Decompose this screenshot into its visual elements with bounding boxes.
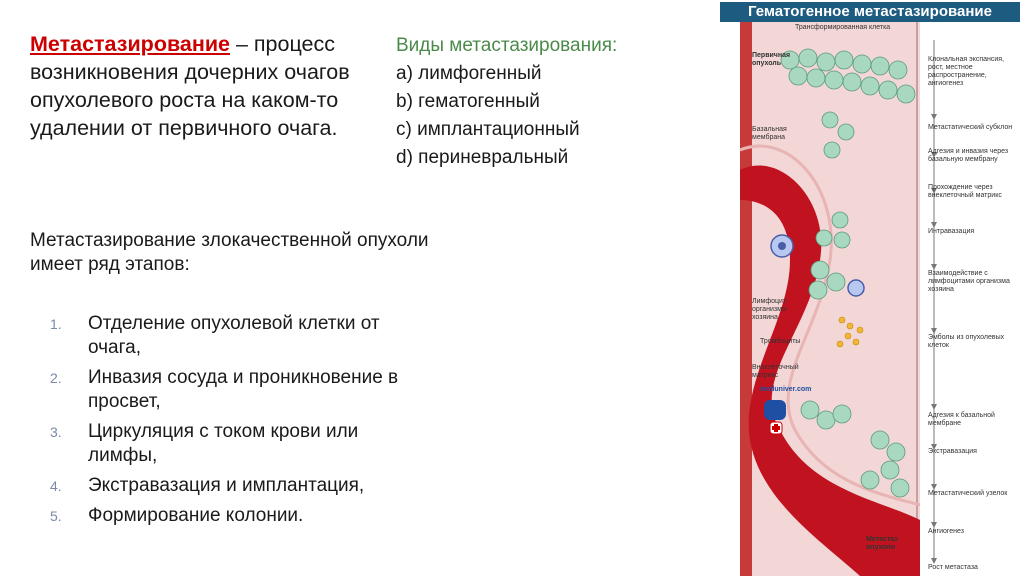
label-platelets: Тромбоциты [760, 338, 801, 345]
list-item [50, 504, 430, 528]
metastasis-types [396, 32, 617, 172]
step-label: Рост метастаза [928, 564, 978, 571]
list-text: Циркуляция с током крови или лимфы, [88, 421, 359, 466]
step-label: Метастатический субклон [928, 124, 1013, 131]
list-item [50, 312, 430, 360]
definition-term: Метастазирование [30, 32, 230, 56]
list-item [50, 366, 430, 414]
list-number: 4. [50, 478, 62, 494]
label-metastasis: Метастаз опухоли [866, 536, 898, 551]
list-item [50, 420, 430, 468]
watermark: meduniver.com [760, 386, 812, 393]
type-item: d) периневральный [396, 147, 569, 168]
step-label: Метастатический узелок [928, 490, 1008, 497]
list-text: Отделение опухолевой клетки от очага, [88, 313, 380, 358]
step-label: Экстравазация [928, 448, 977, 455]
label-primary-tumor: Первичная опухоль [752, 52, 791, 67]
step-label: Адгезия и инвазия через базальную мембрану [928, 148, 1009, 163]
label-extracellular-matrix: Внеклеточный матрикс [752, 364, 799, 379]
type-item: c) имплантационный [396, 119, 580, 140]
list-number: 3. [50, 424, 62, 440]
definition-text: – процесс возникновения дочерних очагов опухолевого роста на каком-то удалении от первичного очага. [30, 32, 350, 140]
figure-title: Гематогенное метастазирование [720, 2, 1020, 22]
step-label: Адгезия к базальной мембране [928, 412, 995, 427]
step-label: Интравазация [928, 228, 975, 235]
label-transformed-cell: Трансформированная клетка [795, 24, 891, 31]
list-number: 1. [50, 316, 62, 332]
definition-paragraph [30, 30, 430, 142]
list-text: Формирование колонии. [88, 505, 304, 526]
stages-intro: Метастазирование злокачественной опухоли имеет ряд этапов: [30, 230, 429, 275]
list-text: Экстравазация и имплантация, [88, 475, 365, 496]
type-item: a) лимфогенный [396, 63, 542, 84]
step-label: Прохождение через внеклеточный матрикс [928, 184, 1002, 199]
type-item: b) гематогенный [396, 91, 540, 112]
stages-list [50, 312, 430, 534]
label-basement-membrane: Базальная мембрана [752, 126, 787, 141]
types-heading: Виды метастазирования: [396, 35, 618, 56]
list-text: Инвазия сосуда и проникновение в просвет, [88, 367, 399, 412]
step-label: Взаимодействие с лимфоцитами организма хозяина [928, 270, 1010, 293]
step-label: Эмболы из опухолевых клеток [928, 334, 1005, 349]
list-number: 2. [50, 370, 62, 386]
list-item [50, 474, 430, 498]
label-lymphocyte: Лимфоцит организма-хозяина [752, 298, 789, 321]
step-label: Ангиогенез [928, 528, 964, 535]
step-label: Клональная экспансия, рост, местное распространение, ангиогенез [928, 56, 1005, 87]
list-number: 5. [50, 508, 62, 524]
